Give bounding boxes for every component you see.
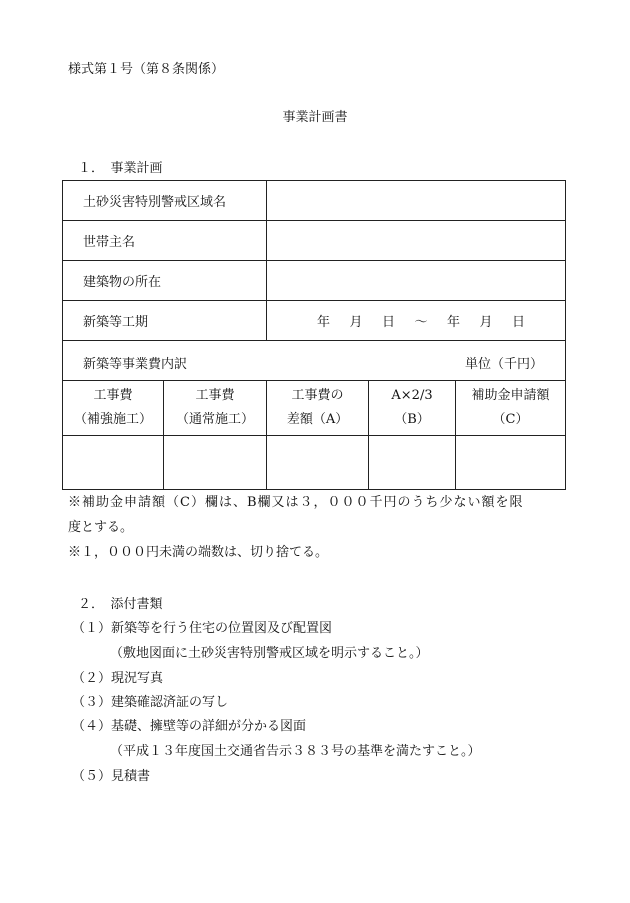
cost-breakdown-label: 新築等事業費内訳 xyxy=(83,357,188,372)
table-row xyxy=(63,301,566,341)
note-1-line-1: ※補助金申請額（C）欄は、B欄又は３，０００千円のうち少ない額を限 xyxy=(68,495,524,510)
table-row xyxy=(63,261,566,301)
period-start-month: 月 xyxy=(349,315,363,330)
reinforced-cost-field[interactable] xyxy=(63,436,164,490)
period-end-day: 日 xyxy=(512,315,526,330)
form-number: 様式第１号（第８条関係） xyxy=(68,62,225,77)
note-2: ※１，０００円未満の端数は、切り捨てる。 xyxy=(68,545,329,560)
period-start-day: 日 xyxy=(382,315,396,330)
householder-field[interactable] xyxy=(267,221,566,261)
normal-cost-field[interactable] xyxy=(164,436,267,490)
construction-period-label: 新築等工期 xyxy=(63,301,267,341)
area-name-field[interactable] xyxy=(267,181,566,221)
column-header-difference: 工事費の 差額（A） xyxy=(267,381,369,436)
document-title: 事業計画書 xyxy=(282,110,348,125)
note-1-line-2: 度とする。 xyxy=(68,520,134,535)
two-thirds-field[interactable] xyxy=(369,436,456,490)
attachment-item-2: （２）現況写真 xyxy=(72,671,164,686)
difference-field[interactable] xyxy=(267,436,369,490)
attachment-item-4: （４）基礎、擁壁等の詳細が分かる図面 xyxy=(72,719,307,734)
table-row xyxy=(63,221,566,261)
column-header-two-thirds: A×2/3 （B） xyxy=(369,381,456,436)
section2-heading: ２． 添付書類 xyxy=(78,597,163,612)
householder-label: 世帯主名 xyxy=(63,221,267,261)
table-row xyxy=(63,181,566,221)
period-end-year: 年 xyxy=(447,315,461,330)
column-header-subsidy: 補助金申請額 （C） xyxy=(456,381,566,436)
unit-label: 単位（千円） xyxy=(465,357,544,372)
construction-period-field[interactable] xyxy=(267,301,566,341)
table-row xyxy=(63,341,566,381)
table-row xyxy=(63,436,566,490)
period-end-month: 月 xyxy=(479,315,493,330)
period-tilde: ～ xyxy=(414,315,428,330)
cost-breakdown-row xyxy=(63,341,566,381)
section1-heading: １． 事業計画 xyxy=(78,161,163,176)
business-plan-table xyxy=(62,180,566,490)
attachment-item-1: （１）新築等を行う住宅の位置図及び配置図 xyxy=(72,621,333,636)
building-location-label: 建築物の所在 xyxy=(63,261,267,301)
attachment-item-1-note: （敷地図面に土砂災害特別警戒区域を明示すること。） xyxy=(110,646,429,661)
subsidy-amount-field[interactable] xyxy=(456,436,566,490)
period-start-year: 年 xyxy=(317,315,331,330)
area-name-label: 土砂災害特別警戒区域名 xyxy=(63,181,267,221)
attachment-item-4-note: （平成１３年度国土交通省告示３８３号の基準を満たすこと。） xyxy=(110,744,481,759)
attachment-item-3: （３）建築確認済証の写し xyxy=(72,695,229,710)
attachment-item-5: （５）見積書 xyxy=(72,769,151,784)
column-header-normal: 工事費 （通常施工） xyxy=(164,381,267,436)
building-location-field[interactable] xyxy=(267,261,566,301)
table-row xyxy=(63,381,566,436)
column-header-reinforced: 工事費 （補強施工） xyxy=(63,381,164,436)
